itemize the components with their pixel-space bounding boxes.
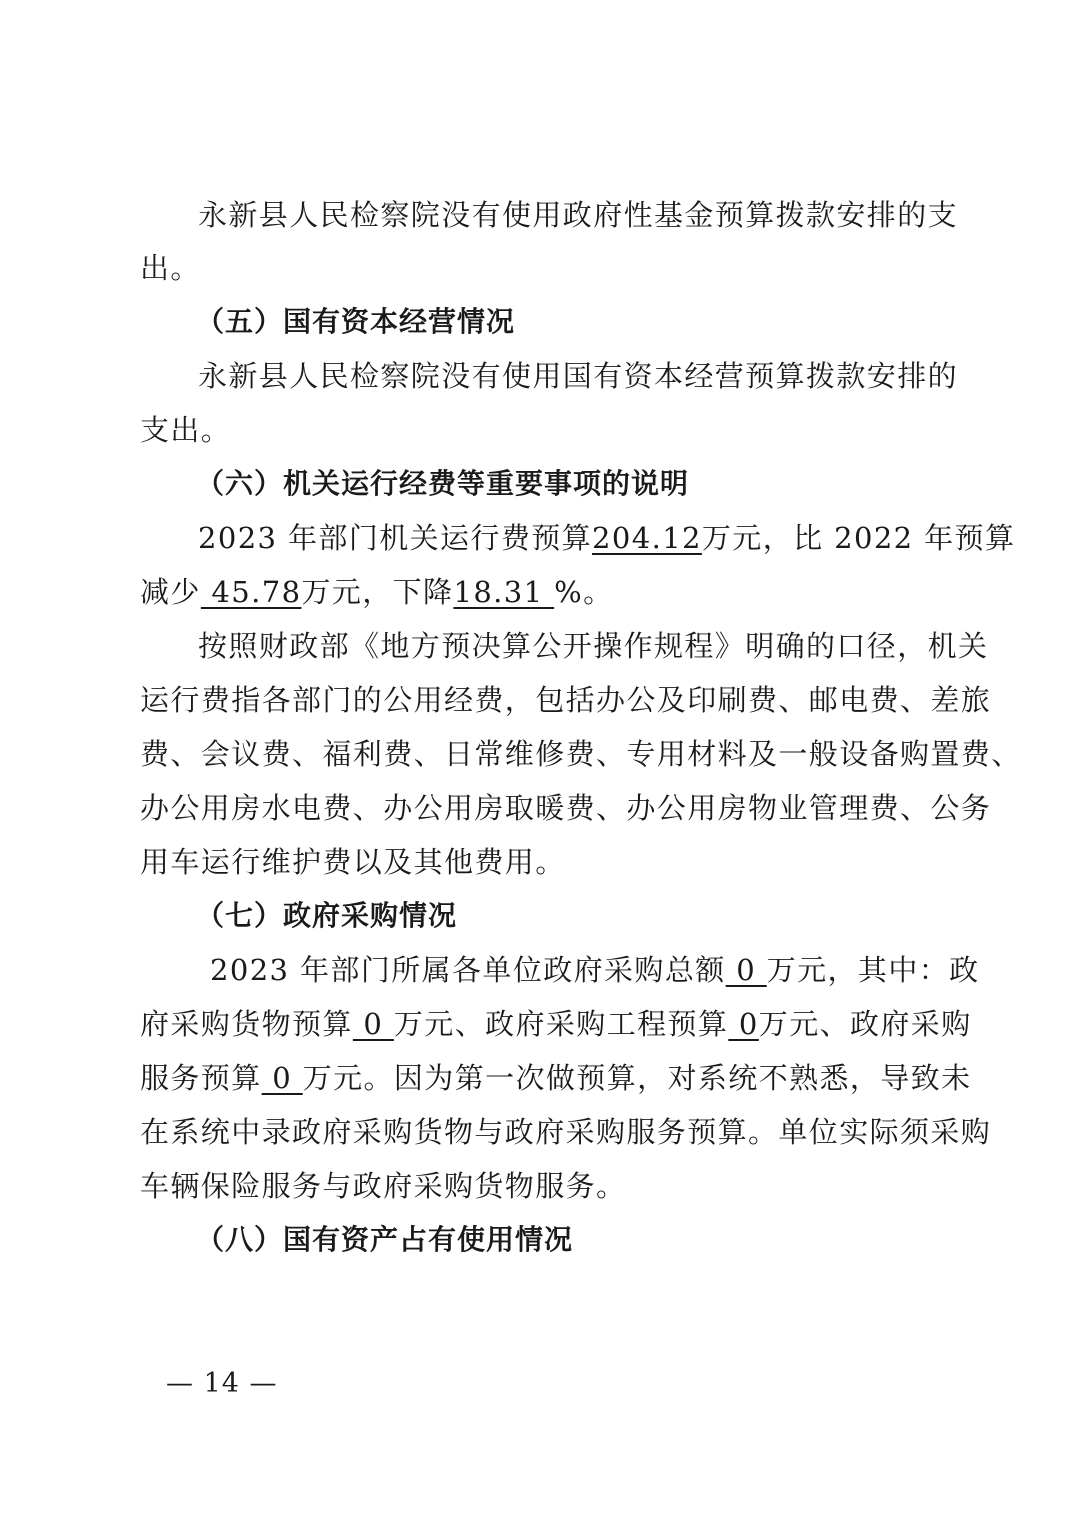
procurement-line-4: 在系统中录政府采购货物与政府采购服务预算。单位实际须采购 — [140, 1115, 992, 1149]
procurement-line-1 — [210, 952, 980, 988]
procurement-line-5: 车辆保险服务与政府采购货物服务。 — [140, 1169, 627, 1203]
operating-cost-line-2 — [140, 574, 613, 610]
definition-line-2: 运行费指各部门的公用经费，包括办公及印刷费、邮电费、差旅 — [140, 683, 992, 717]
definition-line-5: 用车运行维护费以及其他费用。 — [140, 845, 566, 879]
definition-line-1: 按照财政部《地方预决算公开操作规程》明确的口径，机关 — [198, 629, 989, 663]
procurement-line-3 — [140, 1060, 972, 1096]
services-amount: 0 — [261, 1061, 303, 1095]
procurement-text-c: 万元、政府采购 — [758, 1007, 972, 1041]
procurement-text-a: 2023 年部门所属各单位政府采购总额 — [210, 953, 726, 987]
procurement-text-b: 万元，其中：政 — [766, 953, 980, 987]
decrease-label: 减少 — [140, 575, 201, 609]
state-capital-line-1: 永新县人民检察院没有使用国有资本经营预算拨款安排的 — [198, 359, 959, 393]
decrease-amount: 45.78 — [200, 575, 302, 609]
goods-label: 府采购货物预算 — [140, 1007, 353, 1041]
procurement-line-2 — [140, 1006, 972, 1042]
operating-cost-text-a: 2023 年部门机关运行费预算 — [198, 521, 593, 555]
state-capital-line-2: 支出。 — [140, 413, 232, 447]
budget-amount: 204.12 — [592, 521, 702, 555]
operating-cost-line-1 — [198, 520, 1015, 556]
operating-cost-text-b: 万元，比 2022 年预算 — [701, 521, 1016, 555]
gov-fund-line-1: 永新县人民检察院没有使用政府性基金预算拨款安排的支 — [198, 198, 959, 232]
section-heading-7: （七）政府采购情况 — [196, 899, 458, 932]
decrease-unit-text: 万元，下降 — [301, 575, 454, 609]
page-number: — 14 — — [166, 1368, 278, 1399]
gov-fund-line-2: 出。 — [140, 251, 201, 285]
section-heading-6: （六）机关运行经费等重要事项的说明 — [196, 467, 690, 500]
percent-sign: %。 — [554, 575, 614, 609]
works-amount: 0 — [728, 1007, 759, 1041]
goods-amount: 0 — [352, 1007, 394, 1041]
definition-line-3: 费、会议费、福利费、日常维修费、专用材料及一般设备购置费、 — [140, 737, 1022, 771]
procurement-text-d: 万元。因为第一次做预算，对系统不熟悉，导致未 — [302, 1061, 972, 1095]
definition-line-4: 办公用房水电费、办公用房取暖费、办公用房物业管理费、公务 — [140, 791, 992, 825]
services-label: 服务预算 — [140, 1061, 262, 1095]
section-heading-8: （八）国有资产占有使用情况 — [196, 1223, 574, 1256]
works-label: 万元、政府采购工程预算 — [393, 1007, 729, 1041]
decrease-percent: 18.31 — [453, 575, 555, 609]
procurement-total: 0 — [725, 953, 767, 987]
section-heading-5: （五）国有资本经营情况 — [196, 305, 516, 338]
